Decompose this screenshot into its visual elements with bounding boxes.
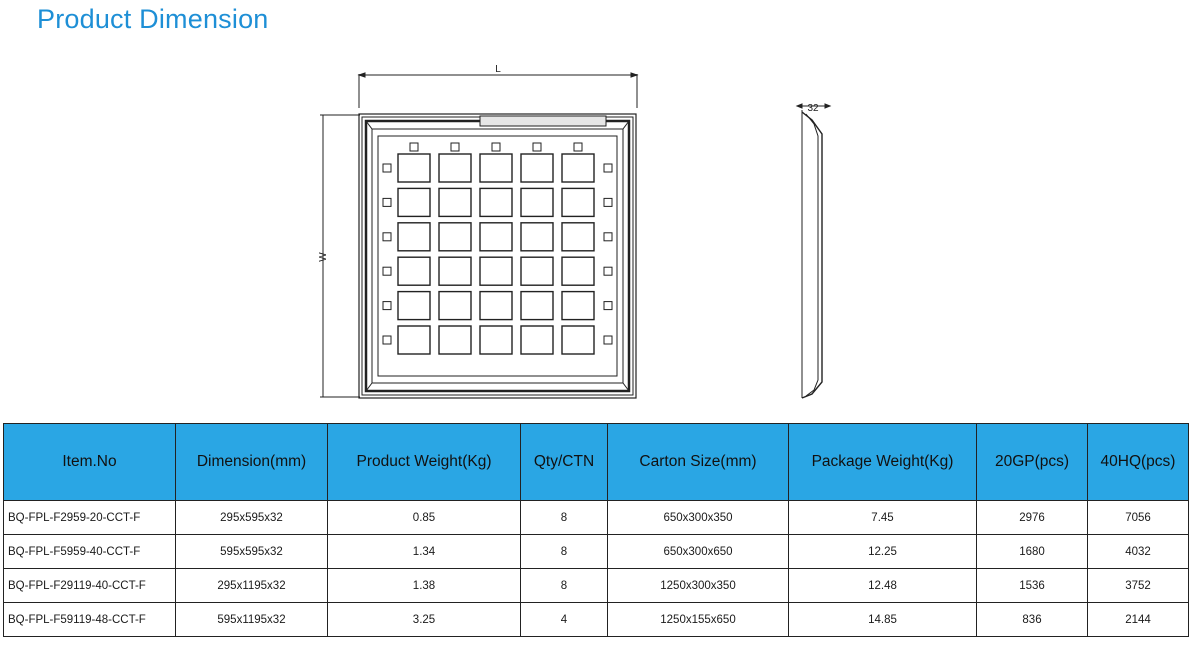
table-row (4, 535, 1189, 569)
frame-notch (533, 143, 541, 151)
cell-20gp: 2976 (977, 501, 1088, 535)
grid-cell (398, 154, 430, 182)
frame-notch (451, 143, 459, 151)
grid-cell (439, 292, 471, 320)
grid-cell (521, 223, 553, 251)
grid-cell (562, 326, 594, 354)
frame-notch (604, 267, 612, 275)
grid-cell (521, 292, 553, 320)
grid-cell (439, 326, 471, 354)
grid-cell (398, 326, 430, 354)
grid-cell (521, 257, 553, 285)
frame-notch (574, 143, 582, 151)
grid-cell (398, 188, 430, 216)
cell-item-no: BQ-FPL-F5959-40-CCT-F (4, 535, 176, 569)
grid-cell (398, 223, 430, 251)
page-title: Product Dimension (37, 4, 269, 34)
grid-cell (398, 257, 430, 285)
grid-cell (480, 292, 512, 320)
table-row (4, 569, 1189, 603)
table-row (4, 501, 1189, 535)
frame-notch (604, 164, 612, 172)
cell-carton-size: 650x300x650 (608, 535, 789, 569)
table-row (4, 603, 1189, 637)
cell-40hq: 7056 (1088, 501, 1189, 535)
cell-item-no: BQ-FPL-F29119-40-CCT-F (4, 569, 176, 603)
frame-notch (383, 198, 391, 206)
grid-cell (562, 257, 594, 285)
grid-cell (439, 154, 471, 182)
frame-notch (383, 336, 391, 344)
cell-20gp: 836 (977, 603, 1088, 637)
cell-package-weight: 12.25 (789, 535, 977, 569)
header-40hq: 40HQ(pcs) (1088, 424, 1189, 501)
cell-20gp: 1680 (977, 535, 1088, 569)
grid-cell (562, 292, 594, 320)
cell-product-weight: 3.25 (328, 603, 521, 637)
cell-20gp: 1536 (977, 569, 1088, 603)
cell-qty-ctn: 8 (521, 569, 608, 603)
height-label: W (318, 252, 329, 262)
cell-dimension: 295x595x32 (176, 501, 328, 535)
header-qty-ctn: Qty/CTN (521, 424, 608, 501)
cell-qty-ctn: 8 (521, 501, 608, 535)
frame-notch (604, 302, 612, 310)
frame-notch (410, 143, 418, 151)
cell-40hq: 2144 (1088, 603, 1189, 637)
width-label: L (495, 64, 501, 75)
frame-notch (492, 143, 500, 151)
grid-cell (562, 154, 594, 182)
grid-cell (521, 188, 553, 216)
cell-package-weight: 14.85 (789, 603, 977, 637)
grid-cell (480, 154, 512, 182)
header-package-weight: Package Weight(Kg) (789, 424, 977, 501)
grid-cell (439, 188, 471, 216)
cell-40hq: 3752 (1088, 569, 1189, 603)
cell-qty-ctn: 8 (521, 535, 608, 569)
frame-notch (383, 267, 391, 275)
grid-cell (439, 223, 471, 251)
cell-item-no: BQ-FPL-F59119-48-CCT-F (4, 603, 176, 637)
panel-front-view (359, 114, 636, 398)
header-20gp: 20GP(pcs) (977, 424, 1088, 501)
cell-item-no: BQ-FPL-F2959-20-CCT-F (4, 501, 176, 535)
cell-dimension: 295x1195x32 (176, 569, 328, 603)
cell-package-weight: 7.45 (789, 501, 977, 535)
header-item-no: Item.No (4, 424, 176, 501)
grid-cell (521, 154, 553, 182)
grid-cell (398, 292, 430, 320)
cell-carton-size: 1250x300x350 (608, 569, 789, 603)
grid-cell (480, 188, 512, 216)
cell-carton-size: 1250x155x650 (608, 603, 789, 637)
grid-cell (480, 223, 512, 251)
header-carton-size: Carton Size(mm) (608, 424, 789, 501)
grid-cell (439, 257, 471, 285)
frame-notch (383, 233, 391, 241)
cell-dimension: 595x595x32 (176, 535, 328, 569)
cell-dimension: 595x1195x32 (176, 603, 328, 637)
frame-notch (383, 164, 391, 172)
cell-carton-size: 650x300x350 (608, 501, 789, 535)
grid-cell (562, 223, 594, 251)
frame-notch (383, 302, 391, 310)
cell-qty-ctn: 4 (521, 603, 608, 637)
grid-cell (562, 188, 594, 216)
spec-table (3, 423, 1189, 637)
frame-notch (604, 233, 612, 241)
depth-label: 32 (807, 103, 819, 114)
cell-product-weight: 0.85 (328, 501, 521, 535)
frame-notch (604, 198, 612, 206)
grid-cell (521, 326, 553, 354)
cell-product-weight: 1.34 (328, 535, 521, 569)
grid-cell (480, 326, 512, 354)
cell-40hq: 4032 (1088, 535, 1189, 569)
panel-side-view (797, 104, 830, 398)
frame-notch (604, 336, 612, 344)
table-header-row (4, 424, 1189, 501)
cell-package-weight: 12.48 (789, 569, 977, 603)
width-dimension (359, 73, 637, 108)
header-dimension: Dimension(mm) (176, 424, 328, 501)
grid-cell (480, 257, 512, 285)
cell-product-weight: 1.38 (328, 569, 521, 603)
header-product-weight: Product Weight(Kg) (328, 424, 521, 501)
